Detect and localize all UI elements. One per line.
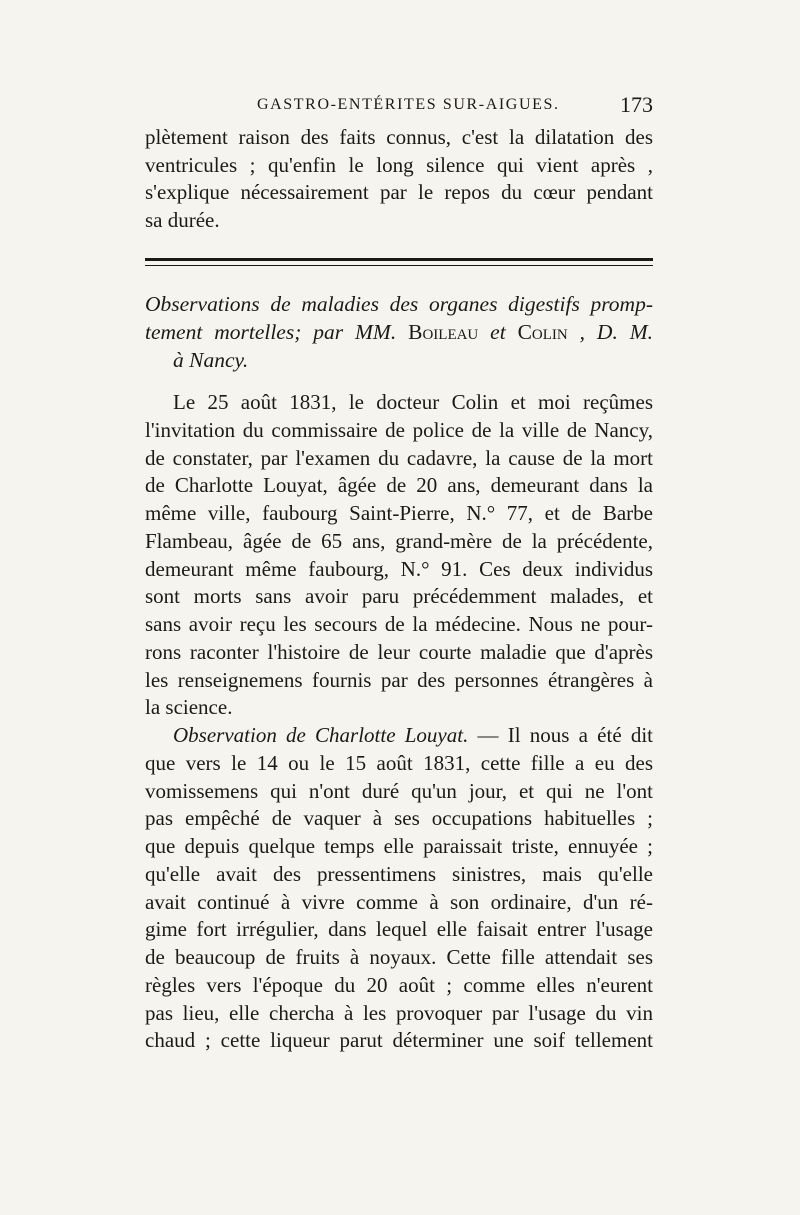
text-line: gime fort irrégulier, dans lequel elle faisait entrer l'usage bbox=[145, 917, 653, 942]
text-line: avait continué à vivre comme à son ordinaire, d'un ré- bbox=[145, 889, 653, 914]
text-line: de beaucoup de fruits à noyaux. Cette fille attendait ses bbox=[145, 945, 653, 969]
article-title-line: à Nancy. bbox=[173, 348, 249, 372]
author-name: Boileau bbox=[408, 320, 479, 344]
text-line: qu'elle avait des pressentimens sinistres, mais qu'elle bbox=[145, 861, 653, 886]
text-line: plètement raison des faits connus, c'est la dilatation des bbox=[145, 125, 653, 149]
text-line: que vers le 14 ou le 15 août 1831, cette fille a eu des bbox=[145, 750, 653, 775]
article-title bbox=[145, 290, 653, 374]
text-line: les renseignemens fournis par des personnes étrangères à bbox=[145, 667, 653, 692]
text-line: sa durée. bbox=[145, 207, 220, 232]
text-line: l'invitation du commissaire de police de la ville de Nancy, bbox=[145, 417, 653, 442]
intro-paragraph bbox=[145, 124, 653, 234]
text-line: vomissemens qui n'ont duré qu'un jour, et qui ne l'ont bbox=[145, 778, 653, 803]
text-line: règles vers l'époque du 20 août ; comme elles n'eurent bbox=[145, 972, 653, 997]
text-line: sont morts sans avoir paru précédemment malades, et bbox=[145, 584, 653, 609]
observation-heading: Observation de Charlotte Louyat. bbox=[173, 723, 469, 747]
author-degree: , D. M. bbox=[579, 320, 653, 344]
article-title-line: Observations de maladies des organes digestifs promp- bbox=[145, 292, 653, 316]
text-line: la science. bbox=[145, 695, 233, 720]
text-line: de Charlotte Louyat, âgée de 20 ans, demeurant dans la bbox=[145, 473, 653, 498]
observation-heading-rest: — Il nous a été dit bbox=[477, 723, 654, 747]
text-line: ventricules ; qu'enfin le long silence qui vient après , bbox=[145, 152, 653, 177]
text-line: chaud ; cette liqueur parut déterminer une soif tellement bbox=[145, 1028, 653, 1053]
text-line: de constater, par l'examen du cadavre, la cause de la mort bbox=[145, 445, 653, 470]
author-conjunction: et bbox=[490, 320, 506, 344]
running-head bbox=[145, 92, 653, 122]
page-number: 173 bbox=[620, 92, 653, 117]
divider-thick-rule bbox=[145, 258, 653, 261]
text-line: rons raconter l'histoire de leur courte maladie que d'après bbox=[145, 639, 653, 664]
text-line: s'explique nécessairement par le repos du cœur pendant bbox=[145, 180, 653, 204]
text-line: demeurant même faubourg, N.° 91. Ces deux individus bbox=[145, 556, 653, 581]
running-title: GASTRO-ENTÉRITES SUR-AIGUES. bbox=[257, 96, 560, 113]
section-divider bbox=[145, 258, 653, 272]
article-title-line bbox=[145, 318, 653, 346]
observation-heading-line bbox=[145, 722, 653, 750]
text-line: même ville, faubourg Saint-Pierre, N.° 77, et de Barbe bbox=[145, 501, 653, 525]
text-line: pas empêché de vaquer à ses occupations habituelles ; bbox=[145, 806, 653, 831]
article-title-italic: tement mortelles; par MM. bbox=[145, 320, 397, 344]
text-line: sans avoir reçu les secours de la médecine. Nous ne pour- bbox=[145, 612, 653, 636]
body-text bbox=[145, 389, 653, 1055]
author-name: Colin bbox=[517, 320, 568, 344]
text-line: pas lieu, elle chercha à les provoquer par l'usage du vin bbox=[145, 1000, 653, 1025]
text-line: que depuis quelque temps elle paraissait triste, ennuyée ; bbox=[145, 834, 653, 858]
text-line: Le 25 août 1831, le docteur Colin et moi reçûmes bbox=[173, 390, 653, 414]
divider-thin-rule bbox=[145, 265, 653, 266]
text-line: Flambeau, âgée de 65 ans, grand-mère de la précédente, bbox=[145, 528, 653, 553]
